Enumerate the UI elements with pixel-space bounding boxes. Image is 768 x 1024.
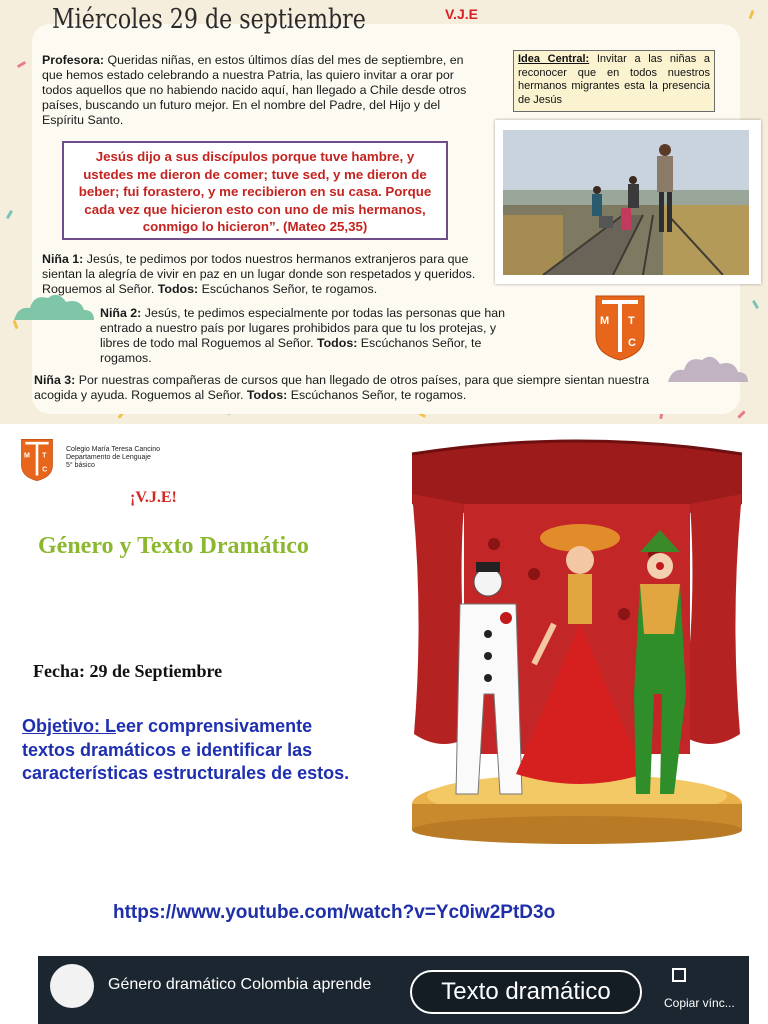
vje-heading: ¡V.J.E! <box>130 489 177 506</box>
nina1-text: Jesús, te pedimos por todos nuestros hermanos extranjeros para que sientan la alegría de vivir en paz en un lugar donde son respetados y queridos. Roguemos al Señor. <box>42 252 476 296</box>
todos-label: Todos: <box>316 336 358 350</box>
genre-title: Género y Texto Dramático <box>38 533 309 559</box>
logo-letter: T <box>42 451 47 460</box>
migrants-walking-on-railway-photo <box>503 130 749 275</box>
school-logo <box>18 438 56 482</box>
objective-label: Objetivo: L <box>22 716 116 736</box>
bible-quote-box <box>62 141 448 240</box>
logo-letter: C <box>628 337 636 349</box>
video-title[interactable]: Género dramático Colombia aprende <box>108 976 372 993</box>
video-overlay-title: Texto dramático <box>410 970 642 1014</box>
cloud-decoration <box>668 352 748 382</box>
idea-text: Invitar a las niñas a reconocer que en todos nuestros hermanos migrantes esta la presencia de Jesús <box>518 53 710 106</box>
confetti-decoration <box>752 300 759 309</box>
profesora-label: Profesora: <box>42 53 104 67</box>
confetti-decoration <box>749 10 755 19</box>
nina1-label: Niña 1: <box>42 252 84 266</box>
video-embed[interactable] <box>38 956 749 1024</box>
profesora-text: Queridas niñas, en estos últimos días del mes de septiembre, en que hemos estado celebrando a nuestra Patria, las quiero invitar a orar por todos aquellos que no habiendo nacido aquí, han llegado a Chile desde otros países, buscando un futuro mejor. En el nombre del Padre, del Hijo y del Espíritu Santo. <box>42 53 467 127</box>
nina2-label: Niña 2: <box>100 306 142 320</box>
logo-letter: M <box>24 451 30 460</box>
youtube-link[interactable]: https://www.youtube.com/watch?v=Yc0iw2PtD3o <box>113 902 556 923</box>
channel-avatar-icon[interactable] <box>50 964 94 1008</box>
migrants-photo-frame <box>495 120 761 284</box>
objective-paragraph <box>22 715 352 786</box>
nina2-prayer <box>100 306 520 366</box>
slide-title: Miércoles 29 de septiembre <box>52 4 366 35</box>
nina1-prayer <box>42 252 492 297</box>
confetti-decoration <box>6 210 13 219</box>
profesora-paragraph <box>42 53 472 128</box>
school-name: Colegio María Teresa Cancino <box>66 446 161 453</box>
theater-stage-illustration <box>404 434 750 846</box>
logo-letter: T <box>628 315 635 327</box>
nina2-text: Jesús, te pedimos especialmente por todas las personas que han entrado a nuestro país por lugares prohibidos para que tu los protejas, y libres de todo mal Roguemos al Señor. <box>100 306 506 350</box>
todos-label: Todos: <box>157 282 199 296</box>
copy-link-icon[interactable] <box>672 968 686 982</box>
confetti-decoration <box>13 320 19 329</box>
todos-label: Todos: <box>246 388 288 402</box>
todos-response: Escúchanos Señor, te rogamos. <box>290 388 467 402</box>
vje-tag: V.J.E <box>445 6 478 22</box>
idea-label: Idea Central: <box>518 53 590 65</box>
idea-central-box <box>513 50 715 112</box>
bible-quote: Jesús dijo a sus discípulos porque tuve hambre, y ustedes me dieron de comer; tuve sed, y me dieron de beber; fui forastero, y me recibieron en su casa. Porque cada vez que hicieron esto con uno de mis hermanos, conmigo lo hicieron”. (Mateo 25,35) <box>78 149 432 234</box>
cloud-decoration <box>14 290 94 320</box>
todos-response: Escúchanos Señor, te rogamos. <box>100 336 482 365</box>
confetti-decoration <box>17 61 26 68</box>
objective-text: eer comprensivamente textos dramáticos e identificar las características estructurales de estos. <box>22 716 350 783</box>
date-label: Fecha: 29 de Septiembre <box>33 661 223 681</box>
school-info <box>66 446 160 470</box>
logo-letter: M <box>600 315 610 327</box>
logo-letter: C <box>42 465 48 474</box>
copy-link-label[interactable]: Copiar vínc... <box>664 996 735 1010</box>
department-name: Departamento de Lenguaje <box>66 454 151 461</box>
nina3-label: Niña 3: <box>34 373 76 387</box>
nina3-text: Por nuestras compañeras de cursos que han llegado de otros países, para que siempre sientan nuestra acogida y ayuda. Roguemos al Señor. <box>34 373 650 402</box>
todos-response: Escúchanos Señor, te rogamos. <box>201 282 378 296</box>
prayer-slide <box>0 0 768 424</box>
school-logo <box>594 294 646 362</box>
confetti-decoration <box>737 410 745 418</box>
nina3-prayer <box>34 373 674 403</box>
grade-level: 5° básico <box>66 462 95 469</box>
